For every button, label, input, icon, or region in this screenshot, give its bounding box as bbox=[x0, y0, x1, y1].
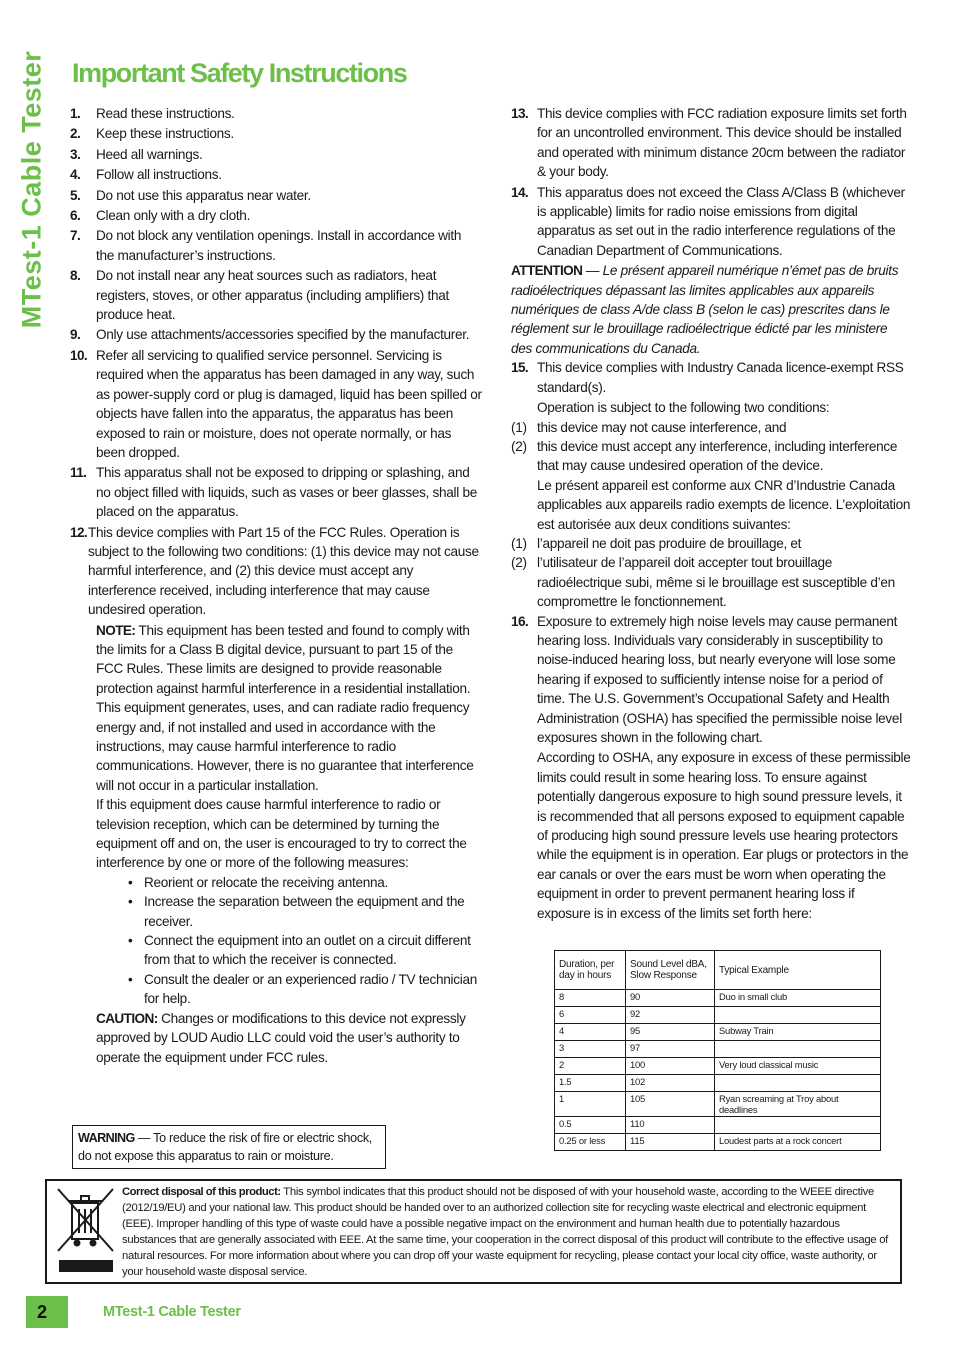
bullet-icon: • bbox=[128, 894, 133, 910]
item-number: 4. bbox=[70, 167, 81, 183]
item-number: 11. bbox=[70, 465, 87, 481]
instruction-item bbox=[511, 183, 911, 261]
table-cell bbox=[715, 1075, 881, 1092]
item-text: Do not install near any heat sources such as radiators, heat registers, stoves, or other apparatus (including amplifiers) that produce heat. bbox=[96, 268, 449, 323]
item-text: This device complies with FCC radiation exposure limits set forth for an uncontrolled environment. This device should be installed and operated with minimum distance 20cm between the radiator & your body. bbox=[537, 106, 907, 180]
item-text: This device complies with Part 15 of the FCC Rules. Operation is subject to the following two conditions: (1) this device may not cause harmful interference, and (2) this device must accept any interference received, including interference that may cause undesired operation. bbox=[88, 524, 479, 618]
attention-label: ATTENTION bbox=[511, 263, 583, 279]
instruction-item bbox=[70, 165, 482, 184]
item-text: This apparatus shall not be exposed to dripping or splashing, and no object filled with liquids, such as vases or beer glasses, shall be placed on the apparatus. bbox=[96, 465, 477, 520]
instruction-item bbox=[70, 145, 482, 164]
disposal-text bbox=[122, 1184, 892, 1280]
condition-text: l’appareil ne doit pas produire de brouillage, et bbox=[537, 535, 802, 551]
table-row bbox=[555, 1117, 881, 1134]
item-number: 10. bbox=[70, 347, 88, 363]
bullet-text: Reorient or relocate the receiving antenna. bbox=[144, 874, 389, 890]
item-text: Follow all instructions. bbox=[96, 167, 222, 183]
instruction-item-12 bbox=[70, 523, 482, 620]
column-header: Typical Example bbox=[715, 951, 881, 990]
condition-item bbox=[511, 418, 911, 437]
table-cell: 0.5 bbox=[555, 1117, 626, 1134]
column-header: Duration, per day in hours bbox=[555, 951, 626, 990]
table-cell: 6 bbox=[555, 1007, 626, 1024]
column-header: Sound Level dBA, Slow Response bbox=[626, 951, 715, 990]
table-cell: 115 bbox=[626, 1134, 715, 1151]
item-number: 1. bbox=[70, 106, 81, 121]
disposal-body: This symbol indicates that this product should not be disposed of with your household waste, according to the WEEE directive (2012/19/EU) and your national law. This product should be handed over to an authorized collection site for recycling waste electrical and electronic equipment (EEE). Improper handling of this type of waste could have a possible negative impact on the environment and human health due to potentially hazardous substances that are generally associated with EEE. At the same time, your cooperation in the correct disposal of this product will contribute to the effective usage of natural resources. For more information about where you can drop off your waste equipment for recycling, please contact your local city office, waste authority, or your household waste disposal service. bbox=[122, 1186, 889, 1278]
bullet-text: Connect the equipment into an outlet on a circuit different from that to which the receiver is connected. bbox=[144, 933, 471, 968]
instruction-item bbox=[70, 124, 482, 143]
instruction-item bbox=[70, 206, 482, 225]
table-cell: 110 bbox=[626, 1117, 715, 1134]
item-number: 8. bbox=[70, 268, 81, 284]
attention-block bbox=[511, 261, 911, 358]
table-cell: 4 bbox=[555, 1024, 626, 1041]
table-cell bbox=[715, 1041, 881, 1058]
warning-box bbox=[72, 1125, 386, 1169]
page-title: Important Safety Instructions bbox=[72, 58, 407, 88]
table-cell: 95 bbox=[626, 1024, 715, 1041]
left-column bbox=[70, 104, 482, 1067]
side-title bbox=[14, 50, 50, 328]
item-number: 2. bbox=[70, 126, 81, 142]
instruction-item bbox=[511, 104, 911, 182]
french-intro: Le présent appareil est conforme aux CNR d’Industrie Canada applicables aux appareils radio exempts de licence. L’exploitation est autorisée aux deux conditions suivantes: bbox=[537, 477, 911, 532]
table-header-row bbox=[555, 951, 881, 990]
table-cell: 2 bbox=[555, 1058, 626, 1075]
instruction-item bbox=[70, 186, 482, 205]
table-row bbox=[555, 1092, 881, 1117]
note-label: NOTE: bbox=[96, 622, 136, 638]
fcc-note bbox=[70, 621, 482, 796]
interference-text: If this equipment does cause harmful interference to radio or television reception, which can be determined by turning the equipment off and on, the user is encouraged to try to correct the interference by one or more of the following measures: bbox=[96, 797, 467, 871]
item-number: 14. bbox=[511, 184, 529, 200]
condition-text: l’utilisateur de l’appareil doit accepter tout brouillage radioélectrique subi, même si le brouillage est susceptible d’en compromettre le fonctionnement. bbox=[537, 555, 895, 610]
item-number: 3. bbox=[70, 146, 81, 162]
table-row bbox=[555, 990, 881, 1007]
table-cell: 1 bbox=[555, 1092, 626, 1117]
item-number: 15. bbox=[511, 360, 529, 376]
item-number: 13. bbox=[511, 106, 529, 121]
condition-text: this device may not cause interference, and bbox=[537, 419, 787, 435]
condition-text: this device must accept any interference, including interference that may cause undesired operation of the device. bbox=[537, 438, 898, 474]
item-text: Keep these instructions. bbox=[96, 126, 234, 142]
bullet-icon: • bbox=[128, 874, 133, 890]
instruction-item-16 bbox=[511, 612, 911, 748]
instruction-item bbox=[70, 226, 482, 265]
table-row bbox=[555, 1058, 881, 1075]
bullet-text: Consult the dealer or an experienced radio / TV technician for help. bbox=[144, 971, 477, 1007]
warning-text: — To reduce the risk of fire or electric shock, do not expose this apparatus to rain or moisture. bbox=[78, 1131, 373, 1163]
warning-label: WARNING bbox=[78, 1131, 135, 1145]
bullet-icon: • bbox=[128, 933, 133, 949]
attention-dash: — bbox=[582, 263, 603, 279]
disposal-notice bbox=[45, 1179, 902, 1284]
item-number: 7. bbox=[70, 228, 81, 244]
operation-text: Operation is subject to the following two conditions: bbox=[537, 400, 830, 416]
condition-number: (1) bbox=[511, 535, 527, 551]
condition-number: (2) bbox=[511, 555, 527, 571]
caution-text bbox=[70, 1009, 482, 1067]
item-text: Refer all servicing to qualified service personnel. Servicing is required when the apparatus has been damaged in any way, such as power-supply cord or plug is damaged, liquid has been spilled or objects have fallen into the apparatus, the apparatus has been exposed to rain or moisture, does not operate normally, or has been dropped. bbox=[96, 347, 482, 460]
item-number: 12. bbox=[70, 524, 88, 540]
item-text: This device complies with Industry Canada licence-exempt RSS standard(s). bbox=[537, 360, 904, 395]
table-cell: Loudest parts at a rock concert bbox=[715, 1134, 881, 1151]
table-row bbox=[555, 1134, 881, 1151]
list-item bbox=[128, 873, 482, 892]
table-row bbox=[555, 1075, 881, 1092]
noise-exposure-table bbox=[554, 950, 881, 1151]
bullet-icon: • bbox=[128, 971, 133, 987]
instruction-item bbox=[70, 463, 482, 521]
page-number: 2 bbox=[26, 1296, 68, 1328]
table-cell: 105 bbox=[626, 1092, 715, 1117]
table-cell: 1.5 bbox=[555, 1075, 626, 1092]
list-item bbox=[128, 931, 482, 970]
caution-label: CAUTION: bbox=[96, 1010, 158, 1026]
instruction-item bbox=[70, 325, 482, 344]
table-cell: 97 bbox=[626, 1041, 715, 1058]
condition-number: (2) bbox=[511, 438, 527, 454]
bullet-text: Increase the separation between the equipment and the receiver. bbox=[144, 894, 465, 929]
table-cell: 100 bbox=[626, 1058, 715, 1075]
side-title-text: MTest-1 Cable Tester bbox=[16, 50, 47, 328]
item-text: Do not block any ventilation openings. Install in accordance with the manufacturer’s instructions. bbox=[96, 228, 462, 263]
list-item bbox=[128, 892, 482, 931]
right-column bbox=[511, 104, 911, 923]
item-text: Only use attachments/accessories specified by the manufacturer. bbox=[96, 327, 470, 343]
condition-item bbox=[511, 437, 911, 476]
item-text: Heed all warnings. bbox=[96, 146, 203, 162]
table-cell: 90 bbox=[626, 990, 715, 1007]
instruction-item-15 bbox=[511, 358, 911, 397]
table-row bbox=[555, 1024, 881, 1041]
item-number: 5. bbox=[70, 187, 81, 203]
table-cell: Very loud classical music bbox=[715, 1058, 881, 1075]
footer-title: MTest-1 Cable Tester bbox=[103, 1304, 241, 1320]
item-text: Do not use this apparatus near water. bbox=[96, 187, 311, 203]
table-cell: 8 bbox=[555, 990, 626, 1007]
table-cell: 3 bbox=[555, 1041, 626, 1058]
disposal-label: Correct disposal of this product: bbox=[122, 1186, 281, 1198]
item-text: Read these instructions. bbox=[96, 106, 235, 121]
condition-item bbox=[511, 553, 911, 611]
item-text: Clean only with a dry cloth. bbox=[96, 208, 251, 224]
table-cell: Ryan screaming at Troy about deadlines bbox=[715, 1092, 881, 1117]
item-text: This apparatus does not exceed the Class A/Class B (whichever is applicable) limits for radio noise emissions from digital apparatus as set out in the radio interference regulations of the Canadian Department of Communications. bbox=[537, 184, 905, 258]
table-cell bbox=[715, 1117, 881, 1134]
table-row bbox=[555, 1041, 881, 1058]
condition-item bbox=[511, 534, 911, 553]
list-item bbox=[128, 970, 482, 1009]
table-cell: Duo in small club bbox=[715, 990, 881, 1007]
table-cell: 102 bbox=[626, 1075, 715, 1092]
crossed-out-bin-icon bbox=[55, 1185, 117, 1273]
table-cell: 0.25 or less bbox=[555, 1134, 626, 1151]
instruction-item bbox=[70, 346, 482, 462]
osha-text: According to OSHA, any exposure in excess of these permissible limits could result in some hearing loss. To ensure against potentially dangerous exposure to high sound pressure levels, it is recommended that all persons exposed to equipment capable of producing high sound pressure levels use hearing protectors while the equipment is in operation. Ear plugs or protectors in the ear canals or over the ears must be worn when operating the equipment in order to prevent permanent hearing loss if exposure is in excess of the limits set forth here: bbox=[537, 750, 911, 921]
condition-number: (1) bbox=[511, 419, 527, 435]
measures-list bbox=[70, 873, 482, 1009]
table-cell: 92 bbox=[626, 1007, 715, 1024]
instruction-item bbox=[70, 266, 482, 324]
caution-body: Changes or modifications to this device not expressly approved by LOUD Audio LLC could void the user’s authority to operate the equipment under FCC rules. bbox=[96, 1010, 466, 1065]
table-cell bbox=[715, 1007, 881, 1024]
instruction-item bbox=[70, 104, 482, 123]
item-text: Exposure to extremely high noise levels may cause permanent hearing loss. Individuals vary considerably in susceptibility to noise-induced hearing loss, but nearly everyone will lose some hearing if exposed to sufficiently intense noise for a period of time. The U.S. Government’s Occupational Safety and Health Administration (OSHA) has specified the permissible noise level exposures shown in the following chart. bbox=[537, 613, 902, 745]
table-cell: Subway Train bbox=[715, 1024, 881, 1041]
table-row bbox=[555, 1007, 881, 1024]
note-text: This equipment has been tested and found to comply with the limits for a Class B digital device, pursuant to part 15 of the FCC Rules. These limits are designed to provide reasonable protection against harmful interference in a residential installation. This equipment generates, uses, and can radiate radio frequency energy and, if not installed and used in accordance with the instructions, may cause harmful interference to radio communications. However, there is no guarantee that interference will not occur in a particular installation. bbox=[96, 622, 474, 793]
attention-text: Le présent appareil numérique n’émet pas de bruits radioélectriques dépassant las limites applicables aux appareils numériques de class A/de class B (selon le cas) prescrites dans le réglement sur le brouillage radioélectrique édicté par les ministere des communications du Canada. bbox=[511, 263, 899, 356]
item-number: 6. bbox=[70, 208, 81, 224]
item-number: 16. bbox=[511, 613, 529, 629]
item-number: 9. bbox=[70, 327, 81, 343]
